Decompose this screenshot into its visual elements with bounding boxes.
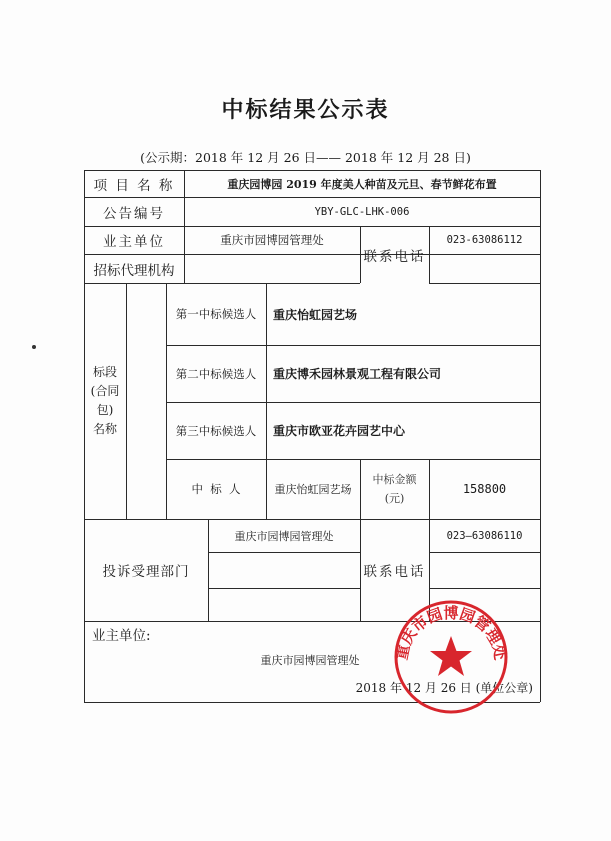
winning-amount-value: 158800 xyxy=(462,482,507,496)
candidate-3-name: 重庆市欧亚花卉园艺中心 xyxy=(273,424,406,438)
lot-label-line: 标段 xyxy=(92,365,117,379)
project-name-label: 项 目 名 称 xyxy=(93,177,175,194)
table-line xyxy=(429,552,540,553)
lot-name-label xyxy=(84,283,126,519)
contact-phone-value: 023-63086112 xyxy=(446,234,523,246)
lot-label-line: (合同 xyxy=(90,384,120,398)
owner-value: 重庆市园博园管理处 xyxy=(220,233,324,247)
table-line xyxy=(208,588,360,589)
agency-label: 招标代理机构 xyxy=(93,262,175,279)
publicity-period: (公示期：2018 年 12 月 26 日—— 2018 年 12 月 28 日) xyxy=(140,150,471,165)
candidate-2-name: 重庆博禾园林景观工程有限公司 xyxy=(273,367,442,381)
owner-label: 业主单位 xyxy=(103,234,165,250)
notice-number-value: YBY-GLC-LHK-006 xyxy=(314,205,410,218)
footer-owner-value: 重庆市园博园管理处 xyxy=(260,654,360,667)
official-seal-icon xyxy=(392,598,510,716)
complaint-dept-unit: 重庆市园博园管理处 xyxy=(234,529,334,543)
contact-phone-label: 联系电话 xyxy=(363,248,426,265)
lot-label-line: 包) xyxy=(96,403,114,417)
winner-value: 重庆怡虹园艺场 xyxy=(274,483,352,496)
star-icon xyxy=(430,636,472,676)
candidate-1-label: 第一中标候选人 xyxy=(175,307,257,321)
lot-label-line: 名称 xyxy=(92,422,117,436)
scan-dot xyxy=(32,345,36,349)
winner-label: 中 标 人 xyxy=(191,482,241,496)
candidate-2-label: 第二中标候选人 xyxy=(175,366,257,381)
complaint-dept-label: 投诉受理部门 xyxy=(102,564,190,580)
winning-amount-label xyxy=(360,459,429,519)
candidate-1-name: 重庆怡虹园艺场 xyxy=(273,307,358,322)
table-line xyxy=(540,170,541,702)
page-title: 中标结果公示表 xyxy=(221,97,390,123)
project-name-value: 重庆园博园 2019 年度美人种苗及元旦、春节鲜花布置 xyxy=(227,177,497,191)
agency-value xyxy=(184,254,360,283)
candidate-3-label: 第三中标候选人 xyxy=(175,423,257,438)
table-line xyxy=(126,283,127,519)
complaint-phone-label: 联系电话 xyxy=(363,564,426,580)
footer-owner-label: 业主单位: xyxy=(92,628,151,644)
notice-number-label: 公告编号 xyxy=(103,205,165,222)
winning-amount-label-line: 中标金额 xyxy=(372,473,417,486)
table-line xyxy=(208,552,360,553)
seal-text: 重庆市园博园管理处 xyxy=(392,604,510,662)
complaint-phone-value: 023—63086110 xyxy=(446,529,523,542)
winning-amount-label-line: (元) xyxy=(384,492,405,505)
table-line xyxy=(429,588,540,589)
footer-date: 2018 年 12 月 26 日 (单位公章) xyxy=(355,680,533,695)
